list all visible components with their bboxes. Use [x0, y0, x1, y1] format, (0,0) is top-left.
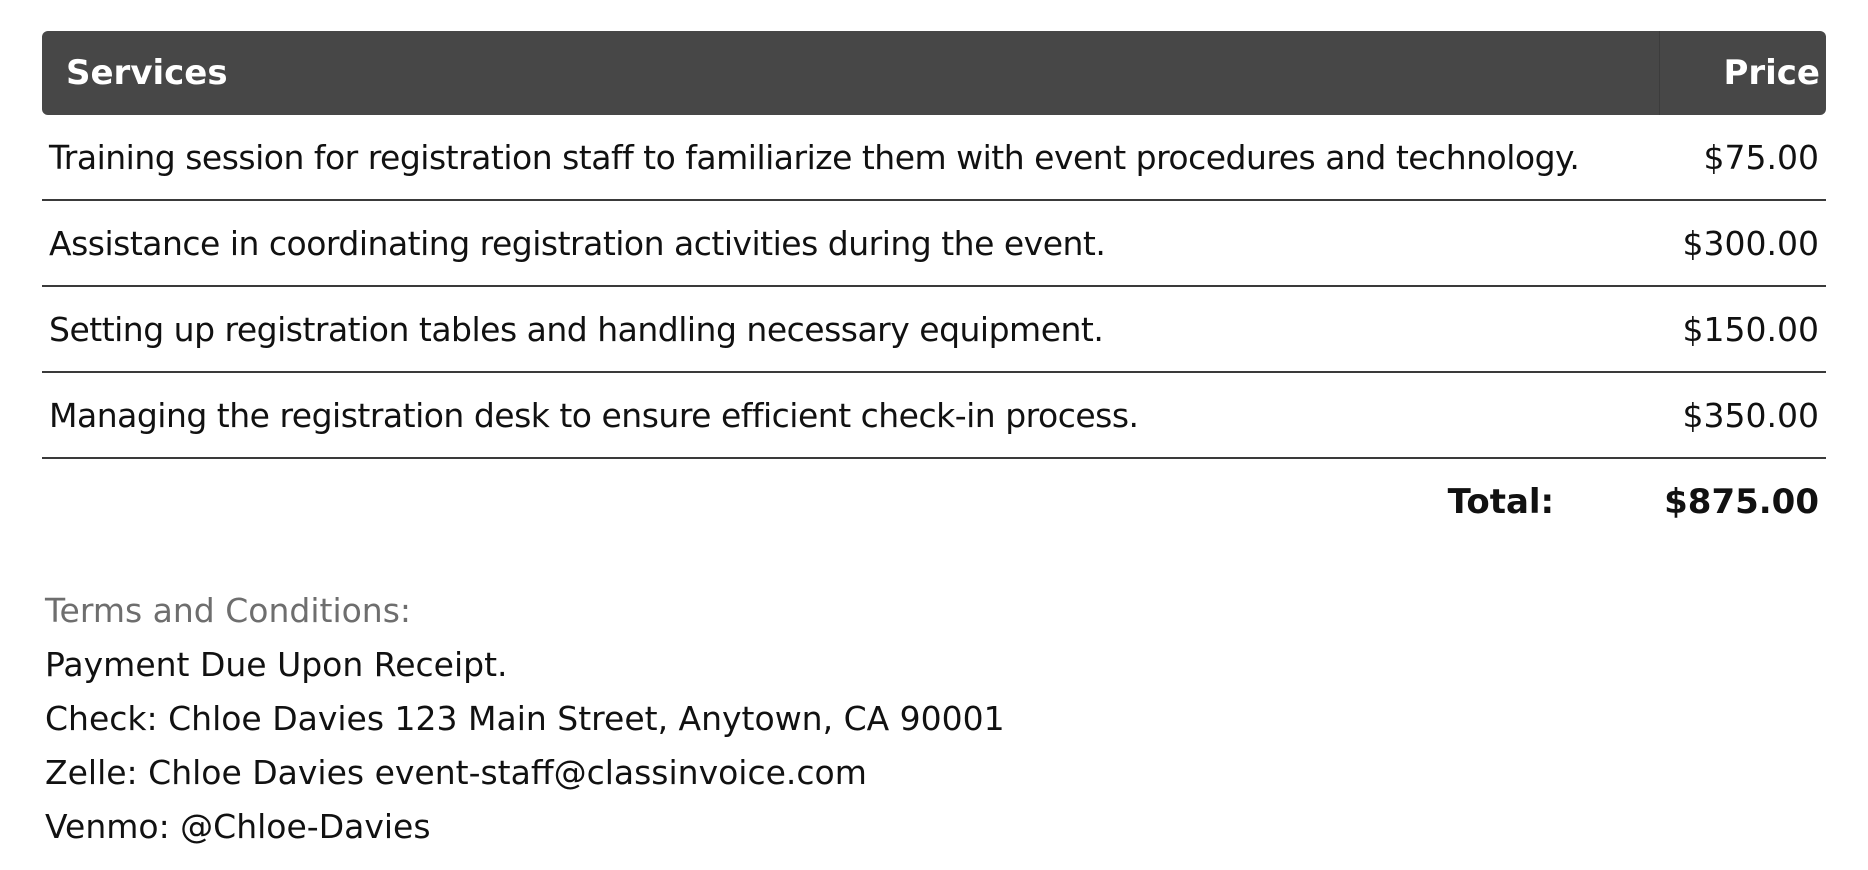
- service-price: $350.00: [1682, 395, 1819, 435]
- check-payment-line: Check: Chloe Davies 123 Main Street, Anytown, CA 90001: [45, 699, 1005, 738]
- terms-section: [45, 584, 1005, 854]
- total-value: $875.00: [1664, 482, 1819, 522]
- total-label: Total:: [1447, 482, 1555, 522]
- table-row: [42, 373, 1826, 459]
- price-column-header: Price: [1723, 53, 1820, 93]
- table-row: [42, 287, 1826, 373]
- service-price: $75.00: [1703, 137, 1819, 177]
- service-description: Assistance in coordinating registration activities during the event.: [49, 223, 1106, 263]
- service-price: $300.00: [1682, 223, 1819, 263]
- zelle-payment-line: Zelle: Chloe Davies event-staff@classinvoice.com: [45, 753, 867, 792]
- service-description: Training session for registration staff to familiarize them with event procedures and technology.: [49, 137, 1580, 177]
- total-row: [42, 459, 1826, 545]
- services-table: [42, 31, 1826, 545]
- table-row: [42, 115, 1826, 201]
- service-price: $150.00: [1682, 309, 1819, 349]
- terms-heading: Terms and Conditions:: [45, 591, 412, 630]
- services-column-header: Services: [42, 31, 1660, 115]
- payment-due-line: Payment Due Upon Receipt.: [45, 645, 508, 684]
- service-description: Managing the registration desk to ensure efficient check-in process.: [49, 395, 1139, 435]
- table-row: [42, 201, 1826, 287]
- table-header: [42, 31, 1826, 115]
- service-description: Setting up registration tables and handling necessary equipment.: [49, 309, 1104, 349]
- venmo-payment-line: Venmo: @Chloe-Davies: [45, 807, 431, 846]
